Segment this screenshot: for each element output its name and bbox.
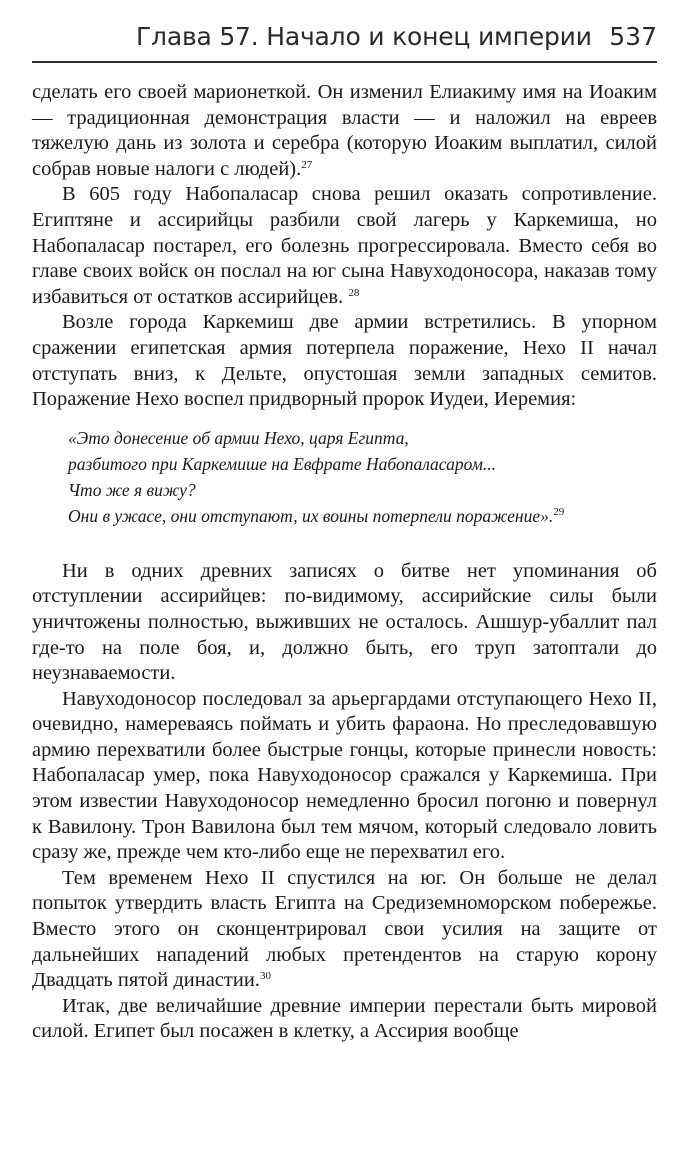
paragraph-text: Тем временем Нехо II спустился на юг. Он больше не делал попыток утвердить власть Египта на Средиземноморском побережье. Вместо этого он сконцентрировал свои усилия на защите от дальнейших нападений любых претендентов на старую корону Двадцать пятой династии.	[32, 866, 657, 992]
footnote-ref[interactable]: 28	[348, 286, 360, 299]
paragraph-text: В 605 году Набопаласар снова решил оказать сопротивление. Египтяне и ассирийцы разбили свой лагерь у Каркемиша, но Набопаласар постарел, его болезнь прогрессировала. Вместо себя во главе своих войск он послал на юг сына Навуходоносора, наказав тому избавиться от остатков ассирийцев.	[32, 183, 657, 308]
quote-line: разбитого при Каркемише на Евфрате Набопаласаром...	[68, 453, 496, 474]
running-head	[32, 16, 657, 56]
paragraph-text: Итак, две величайшие древние империи перестали быть мировой силой. Египет был посажен в клетку, а Ассирия вообще	[32, 994, 657, 1043]
footnote-ref[interactable]: 29	[553, 505, 565, 518]
paragraph-text: Ни в одних древних записях о битве нет упоминания об отступлении ассирийцев: по-видимому, ассирийские силы были уничтожены полностью, выживших не осталось. Ашшур-убаллит пал где-то на поле боя, и, должно быть, его труп затоптали до неузнаваемости.	[32, 559, 657, 685]
quote-line: Они в ужасе, они отступают, их воины потерпели поражение».	[68, 505, 554, 526]
paragraph	[32, 182, 657, 310]
paragraph	[32, 866, 657, 994]
paragraph	[32, 559, 657, 687]
paragraph	[32, 80, 657, 182]
body-text	[32, 80, 657, 1045]
quote-line-last	[68, 503, 657, 529]
paragraph-text: сделать его своей марионеткой. Он изменил Елиакиму имя на Иоаким — традиционная демонстрация власти — и наложил на евреев тяжелую дань из золота и серебра (которую Иоаким выплатил, силой собрав новые налоги с людей).	[32, 81, 657, 180]
paragraph	[32, 687, 657, 866]
paragraph	[32, 994, 657, 1045]
header-rule	[32, 61, 657, 63]
paragraph-text: Навуходоносор последовал за арьергардами отступающего Нехо II, очевидно, намереваясь поймать и убить фараона. Но преследовавшую армию перехватили более быстрые гонцы, которые принесли новость: Набопаласар умер, пока Навуходоносор сражался у Каркемиша. При этом известии Навуходоносор немедленно бросил погоню и повернул к Вавилону. Трон Вавилона был тем мячом, который следовало ловить сразу же, прежде чем кто-либо еще не перехватил его.	[32, 687, 657, 864]
quote-line: «Это донесение об армии Нехо, царя Египта,	[68, 427, 409, 448]
chapter-title: Глава 57. Начало и конец империи	[136, 21, 592, 51]
footnote-ref[interactable]: 27	[301, 158, 313, 171]
paragraph	[32, 310, 657, 412]
paragraph-text: Возле города Каркемиш две армии встретились. В упорном сражении египетская армия потерпела поражение, Нехо II начал отступать вниз, к Дельте, опустошая земли западных семитов. Поражение Нехо воспел придворный пророк Иудеи, Иеремия:	[32, 311, 657, 411]
block-quote	[68, 425, 657, 529]
footnote-ref[interactable]: 30	[259, 970, 271, 983]
page-number: 537	[609, 21, 657, 51]
quote-line: Что же я вижу?	[68, 479, 196, 500]
